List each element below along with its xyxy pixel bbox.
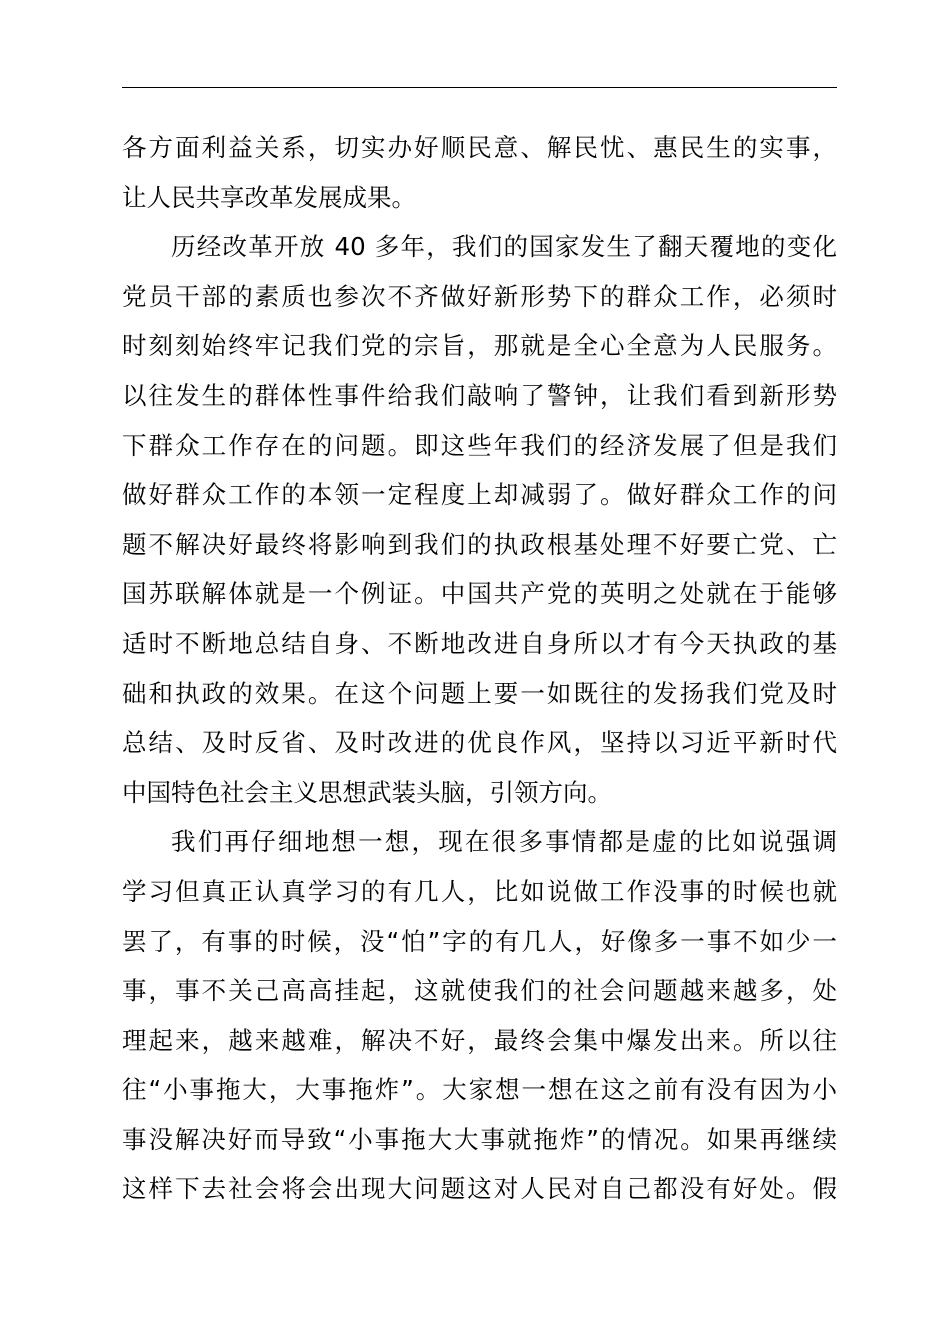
paragraph-first-line: 历经改革开放 40 多年，我们的国家发生了翻天覆地的变化 (171, 232, 837, 262)
text-line: 学习但真正认真学习的有几人，比如说做工作没事的时候也就 (122, 876, 837, 906)
text-line: 往“小事拖大，大事拖炸”。大家想一想在这之前有没有因为小 (122, 1075, 837, 1105)
text-line: 这样下去社会将会出现大问题这对人民对自己都没有好处。假 (122, 1174, 837, 1204)
text-line: 题不解决好最终将影响到我们的执政根基处理不好要亡党、亡 (122, 529, 837, 559)
text-line: 下群众工作存在的问题。即这些年我们的经济发展了但是我们 (122, 430, 837, 460)
text-line: 以往发生的群体性事件给我们敲响了警钟，让我们看到新形势 (122, 380, 837, 410)
text-line: 做好群众工作的本领一定程度上却减弱了。做好群众工作的问 (122, 480, 837, 510)
text-line: 事，事不关己高高挂起，这就使我们的社会问题越来越多，处 (122, 976, 837, 1006)
text-line: 让人民共享改革发展成果。 (122, 182, 416, 212)
text-line: 时刻刻始终牢记我们党的宗旨，那就是全心全意为人民服务。 (122, 331, 837, 361)
text-line: 中国特色社会主义思想武装头脑，引领方向。 (122, 777, 612, 807)
header-divider (122, 87, 837, 88)
text-line: 适时不断地总结自身、不断地改进自身所以才有今天执政的基 (122, 628, 837, 658)
text-line: 理起来，越来越难，解决不好，最终会集中爆发出来。所以往 (122, 1025, 837, 1055)
text-line: 事没解决好而导致“小事拖大大事就拖炸”的情况。如果再继续 (122, 1124, 837, 1154)
body-text (122, 123, 837, 1214)
text-line: 罢了，有事的时候，没“怕”字的有几人，好像多一事不如少一 (122, 926, 837, 956)
paragraph-first-line: 我们再仔细地想一想，现在很多事情都是虚的比如说强调 (171, 827, 837, 857)
text-line: 国苏联解体就是一个例证。中国共产党的英明之处就在于能够 (122, 579, 837, 609)
text-line: 总结、及时反省、及时改进的优良作风，坚持以习近平新时代 (122, 728, 837, 758)
text-line: 础和执政的效果。在这个问题上要一如既往的发扬我们党及时 (122, 678, 837, 708)
text-line: 各方面利益关系，切实办好顺民意、解民忧、惠民生的实事， (122, 133, 837, 162)
text-line: 党员干部的素质也参次不齐做好新形势下的群众工作，必须时 (122, 281, 837, 311)
